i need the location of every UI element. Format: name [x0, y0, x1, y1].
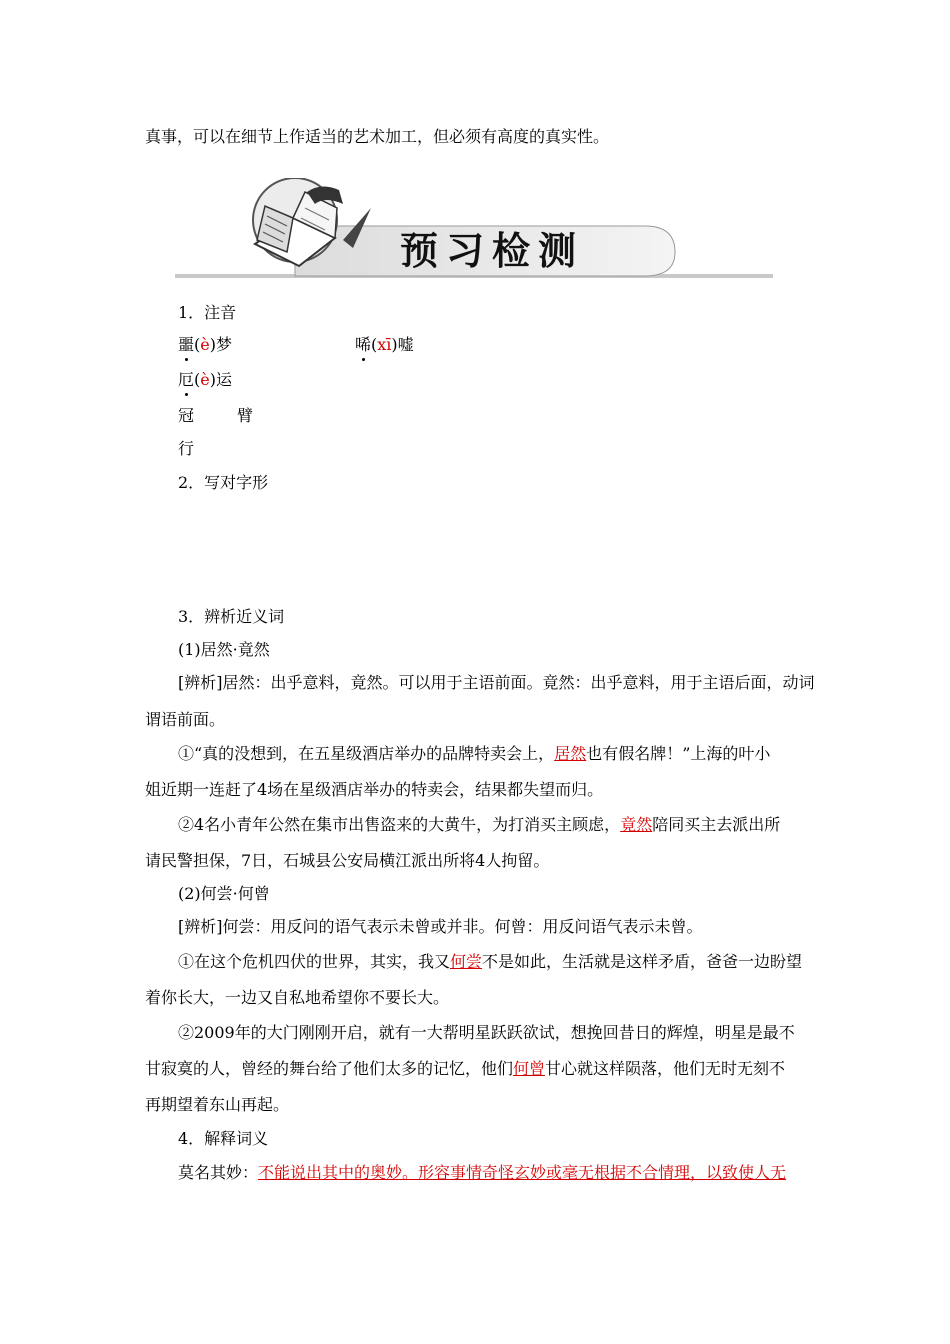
paren-open: (: [371, 335, 378, 354]
word-rest: 梦: [215, 335, 232, 354]
pinyin-row-2: [355, 334, 414, 356]
extra-char-2: 臂: [237, 406, 254, 425]
pinyin-row-1: [178, 334, 232, 356]
annotated-char: 唏: [355, 335, 372, 354]
paren-open: (: [194, 370, 201, 389]
example-text: 甘心就这样陨落，他们无时无刻不: [545, 1059, 786, 1078]
pinyin-answer: è: [200, 370, 210, 389]
sub2-example-2-line2: [145, 1058, 785, 1080]
example-text: 甘寂寞的人，曾经的舞台给了他们太多的记忆，他们: [145, 1059, 514, 1078]
paren-close: ): [391, 335, 398, 354]
annotated-char: 噩: [178, 335, 195, 354]
answer-blank: 何尝: [450, 952, 483, 971]
sub1-title: (1)居然·竟然: [178, 640, 270, 659]
example-text: ①在这个危机四伏的世界，其实，我又: [178, 952, 451, 971]
answer-blank: 竟然: [620, 815, 653, 834]
example-text: 不是如此，生活就是这样矛盾，爸爸一边盼望: [482, 952, 803, 971]
term: 莫名其妙：: [178, 1163, 259, 1182]
extra-char-3: 行: [178, 439, 195, 458]
section-banner: [175, 178, 775, 283]
banner-title: 预习检测: [400, 228, 585, 273]
definition-answer: 不能说出其中的奥妙。形容事情奇怪玄妙或毫无根据不合情理，以致使人无: [258, 1163, 787, 1182]
paren-close: ): [209, 335, 216, 354]
sub2-example-2: ②2009年的大门刚刚开启，就有一大帮明星跃跃欲试，想挽回昔日的辉煌，明星是最不: [178, 1023, 795, 1042]
extra-char-1: 冠: [178, 406, 195, 425]
pinyin-row-3: [178, 369, 232, 391]
word-rest: 嘘: [397, 335, 414, 354]
sub2-example-2-line3: 再期望着东山再起。: [145, 1095, 290, 1114]
section4-heading: 4．解释词义: [178, 1129, 269, 1148]
pinyin-answer: è: [200, 335, 210, 354]
sub1-example-2: [178, 814, 780, 836]
sub2-example-1-line2: 着你长大，一边又自私地希望你不要长大。: [145, 988, 450, 1007]
sub2-example-1: [178, 951, 802, 973]
pinyin-answer: xī: [377, 335, 392, 354]
answer-blank: 何曾: [513, 1059, 546, 1078]
sub1-example-1: [178, 743, 770, 765]
sub1-analysis-2: 谓语前面。: [145, 710, 226, 729]
paren-open: (: [194, 335, 201, 354]
section3-heading: 3．辨析近义词: [178, 607, 285, 626]
sub2-analysis: [辨析]何尝：用反问的语气表示未曾或并非。何曾：用反问语气表示未曾。: [178, 917, 703, 936]
section2-heading: 2．写对字形: [178, 473, 269, 492]
intro-line: 真事，可以在细节上作适当的艺术加工，但必须有高度的真实性。: [145, 127, 610, 146]
example-text: 陪同买主去派出所: [652, 815, 781, 834]
annotated-char: 厄: [178, 370, 195, 389]
sub1-example-1-line2: 姐近期一连赶了4场在星级酒店举办的特卖会，结果都失望而归。: [145, 780, 604, 799]
definition-line: [178, 1162, 786, 1184]
answer-blank: 居然: [554, 744, 587, 763]
sub1-example-2-line2: 请民警担保，7日，石城县公安局横江派出所将4人拘留。: [145, 851, 550, 870]
section1-heading: 1．注音: [178, 303, 237, 322]
example-text: ①“真的没想到，在五星级酒店举办的品牌特卖会上，: [178, 744, 555, 763]
sub2-title: (2)何尝·何曾: [178, 884, 270, 903]
word-rest: 运: [215, 370, 232, 389]
example-text: 也有假名牌！”上海的叶小: [586, 744, 771, 763]
sub1-analysis-1: [辨析]居然：出乎意料，竟然。可以用于主语前面。竟然：出乎意料，用于主语后面，动词: [178, 673, 815, 692]
example-text: ②4名小青年公然在集市出售盗来的大黄牛，为打消买主顾虑，: [178, 815, 621, 834]
paren-close: ): [209, 370, 216, 389]
